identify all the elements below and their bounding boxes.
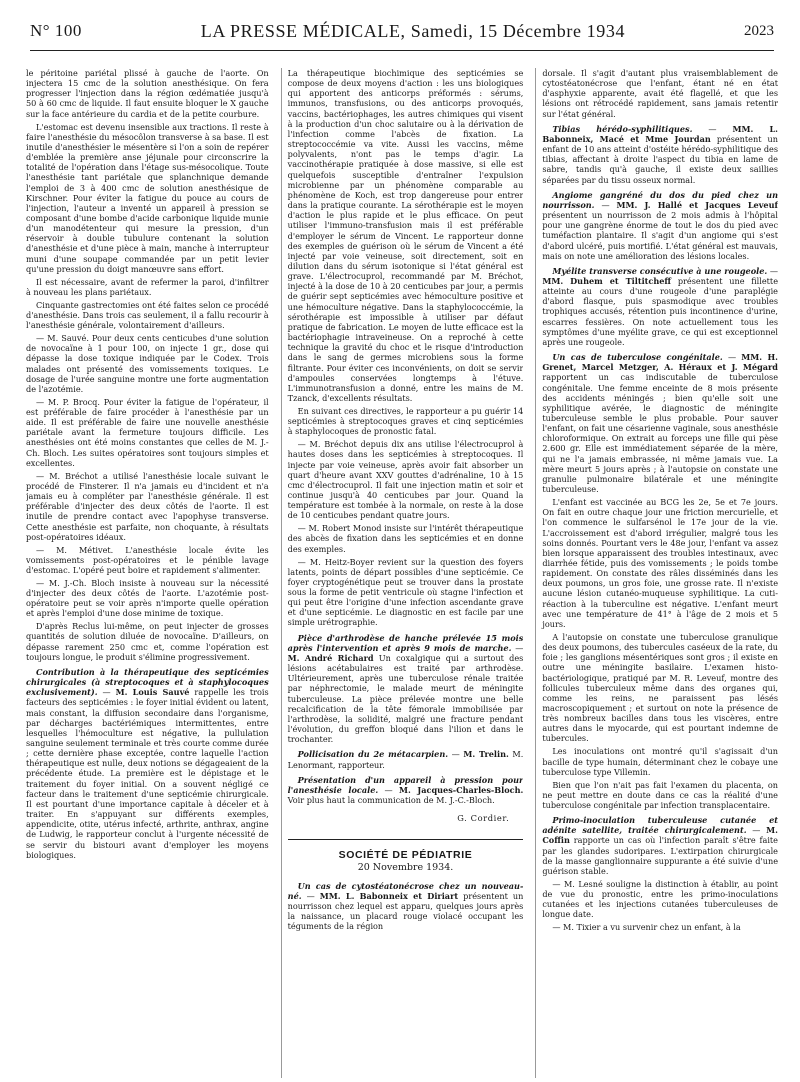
paragraph-author: M. Louis Sauvé	[115, 687, 190, 698]
paragraph-text: Voir plus haut la communication de M. J.-C.-Bloch.	[287, 794, 495, 805]
paragraph	[26, 471, 269, 542]
column-2	[281, 68, 524, 1078]
report-paragraph: Myélite transverse consécutive à une rougeole. — MM. Duhem et Tiltitcheff présentent une fillette atteinte au cours d'une rougeole d'une paraplégie d'abord flasque, puis spasmodique avec troubles trophiques accusés, rétention puis incontinence d'urine, escarres fessières. On note actuellement tous les symptômes d'une myélite grave, ce qui est exceptionnel après une rougeole.	[542, 265, 778, 347]
paragraph-text: rapportent un cas indiscutable de tuberculose congénitale. Une femme enceinte de 8 mois présente des accidents méningés ; bien qu'elle soit une syphilitique avérée, le diagnostic de méningite tuberculeuse semble le plus probable. Pour sauver l'enfant, on fait une césarienne vaginale, sous anesthésie chloroformique. On extrait au forceps une fille qui pèse 2.600 gr. Elle est immédiatement séparée de la mère, qui ne l'a jamais embrassée, ni même jamais vue. La mère meurt 5 jours après ; à l'autopsie on constate une granulie pulmonaire bilatérale et une méningite tuberculeuse.	[542, 372, 778, 495]
entry-author: MM. L. Babonneix et Diriart	[319, 890, 459, 901]
paragraph-author: M. Trelin.	[463, 749, 509, 760]
paragraph	[542, 68, 778, 119]
paragraph	[288, 557, 524, 628]
entry-text: présentent un nourrisson chez lequel est apparu, quelques jours après la naissance, un placard rouge violacé occupant les téguments de la région	[287, 890, 524, 932]
article-columns	[26, 68, 778, 1078]
paragraph	[288, 523, 524, 553]
paragraph-text: le péritoine pariétal plissé à gauche de l'aorte. On injectera 15 cmc de la solution anesthésique. On fera progresser l'injection dans la région œdématiée jusqu'à 50 à 60 cmc de liquide. Il faut ensuite bloquer le X gauche sur la face antérieure du cardia et de la petite courbure.	[26, 68, 269, 119]
paragraph-text: — M. Lesné souligne la distinction à établir, au point de vue du pronostic, entre les primo-inoculations cutanées et les injections cutanées tuberculeuses de longue date.	[542, 878, 778, 920]
paragraph	[26, 333, 269, 394]
paragraph-text: Il est nécessaire, avant de refermer la paroi, d'infiltrer à nouveau les plans pariétaux.	[26, 276, 269, 297]
paragraph-text: présentent un enfant de 10 ans atteint d'ostéite hérédo-syphilitique des tibias, affectant à droite l'aspect du tibia en lame de sabre, tandis qu'à gauche, il existe deux saillies séparées par du tissu osseux normal.	[542, 133, 778, 185]
report-paragraph: Contribution à la thérapeutique des septicémies chirurgicales (à streptocoques et à staphylocoques exclusivement). — M. Louis Sauvé rappelle les trois facteurs des septicémies : le foyer initial évident ou latent, mais constant, la diffusion secondaire dans l'organisme, par décharges bactériémiques intermittentes, entre lesquelles l'hémoculture est négative, la pullulation sanguine seulement terminale et très courte comme durée ; cette dernière phase exceptée, contre laquelle l'action thérapeutique est nulle, deux notions se dégageaient de la précédente étude. La première est le dépistage et le traitement du foyer initial. On a souvent négligé ce facteur dans le traitement d'une septicémie chirurgicale. Il est pourtant d'une importance capitale à déceler et à traiter. En s'appuyant sur différents exemples, appendicite, otite, utérus infecté, arthrite, anthrax, angine de Ludwig, le rapporteur conclut à l'urgente nécessité de se servir du bistouri avant d'employer les moyens biologiques.	[26, 666, 269, 860]
paragraph-text: présentent un nourrisson de 2 mois admis à l'hôpital pour une gangrène énorme de tout le dos du pied avec tuméfaction plantaire. Il s'agit d'un angiome qui s'est d'abord ulcéré, puis mortifié. L'état général est mauvais, mais on note une amélioration des lésions locales.	[542, 210, 778, 261]
paragraph-heading: Présentation d'un appareil à pression pour l'anesthésie locale.	[287, 774, 524, 795]
paragraph-text: La thérapeutique biochimique des septicémies se compose de deux moyens d'action : les uns biologiques qui apportent des anticorps préformés : sérums, immunos, transfusions, ou des anticorps provoqués, vaccins, bactériophages, les autres chimiques qui visent à la production d'un choc salutaire ou à la dérivation de l'infection comme l'abcès de fixation. La streptococcémie va vite. Aussi les vaccins, même polyvalents, n'ont pas le temps d'agir. La vaccinothérapie pratiquée à dose massive, si elle est quelquefois susceptible d'entraîner l'expulsion microbienne par un phénomène comparable au phénomène de Koch, est trop dangereuse pour entrer dans la pratique courante. La sérothérapie est le moyen d'action le plus rapide et le plus efficace. On peut utiliser l'immuno-transfusion mais il est préférable d'employer le sérum de Vincent. Le rapporteur donne des exemples de guérison où le sérum de Vincent a été injecté par voie veineuse, soit directement, soit en dilution dans du sérum isotonique si l'état général est grave. L'électrocuprol, recommandé par M. Bréchot, injecté à la dose de 10 à 20 centicubes par jour, a permis de guérir sept septicémies avec hémoculture positive et une hémoculture négative. Dans la staphylococcémie, la sérothérapie est impossible à utiliser par défaut pratique de fabrication. Le moyen de lutte efficace est la bactériophagie intraveineuse. On a reproché à cette technique la gravité du choc et le risque d'introduction dans le sang de germes microbiens sous la forme filtrante. Pour éviter ces inconvénients, on doit se servir d'ampoules conservées longtemps à l'étuve. L'immunotransfusion a donné, entre les mains de M. Tzanck, d'excellents résultats.	[287, 68, 524, 403]
report-paragraph: Primo-inoculation tuberculeuse cutanée et adénite satellite, traitée chirurgicalement. — M. Coffin rapporte un cas où l'infection paraît s'être faite par les glandes sudoripares. L'extirpation chirurgicale de la masse ganglionnaire suppurante a été suivie d'une guérison stable.	[542, 815, 778, 876]
entry-heading: Un cas de cytostéatonécrose chez un nouveau-né.	[287, 880, 524, 901]
paragraph-text: En suivant ces directives, le rapporteur a pu guérir 14 septicémies à streptocoques graves et cinq septicémies à staphylocoques de pronostic fatal.	[287, 405, 524, 437]
section-title: SOCIÉTÉ DE PÉDIATRIE	[288, 839, 524, 860]
paragraph	[26, 578, 269, 619]
paragraph-text: Les inoculations ont montré qu'il s'agissait d'un bacille de type humain, déterminant chez le cobaye une tuberculose type Villemin.	[542, 746, 778, 777]
paragraph-heading: Primo-inoculation tuberculeuse cutanée et adénite satellite, traitée chirurgicalement.	[542, 815, 778, 836]
paragraph	[26, 621, 269, 662]
paragraph-text: présentent une fillette atteinte au cours d'une rougeole d'une paraplégie d'abord flasque, puis spasmodique avec troubles trophiques accusés, rétention puis incontinence d'urine, escarres fessières. On note actuellement tous les symptômes d'une myélite grave, ce qui est exceptionnel après une rougeole.	[542, 275, 778, 347]
paragraph	[26, 122, 269, 274]
report-signature: G. Cordier.	[457, 813, 510, 824]
paragraph-text: Bien que l'on n'ait pas fait l'examen du placenta, on ne peut mettre en doute dans ce cas la réalité d'une tuberculose congénitale par infection transplacentaire.	[542, 779, 778, 810]
paragraph	[542, 879, 778, 920]
paragraph	[288, 68, 524, 403]
report-paragraph: Pollicisation du 2e métacarpien. — M. Trelin. M. Lenormant, rapporteur.	[287, 749, 524, 770]
paragraph-text: rappelle les trois facteurs des septicémies : le foyer initial évident ou latent, mais constant, la diffusion secondaire dans l'organisme, par décharges bactériémiques intermittentes, entre lesquelles l'hémoculture est négative, la pullulation sanguine seulement terminale et très courte comme durée ; cette dernière phase exceptée, contre laquelle l'action thérapeutique est nulle, deux notions se dégageaient de la précédente étude. La première est le dépistage et le traitement du foyer initial. On a souvent négligé ce facteur dans le traitement d'une septicémie chirurgicale. Il est pourtant d'une importance capitale à déceler et à traiter. En s'appuyant sur différents exemples, appendicite, otite, utérus infecté, arthrite, anthrax, angine de Ludwig, le rapporteur conclut à l'urgente nécessité de se servir du bistouri avant d'employer les moyens biologiques.	[26, 687, 269, 860]
section-first-entry: Un cas de cytostéatonécrose chez un nouveau-né. — MM. L. Babonneix et Diriart présentent un nourrisson chez lequel est apparu, quelques jours après la naissance, un placard rouge violacé occupant les téguments de la région	[287, 880, 524, 932]
paragraph	[26, 68, 269, 119]
paragraph-heading: Un cas de tuberculose congénitale.	[552, 352, 723, 363]
paragraph	[288, 406, 524, 436]
report-paragraph: Pièce d'arthrodèse de hanche prélevée 15 mois après l'intervention et après 9 mois de marche. — M. André Richard Un coxalgique qui a surtout des lésions acétabulaires est traité par arthrodèse. Ultérieurement, après une tuberculose rénale traitée par néphrectomie, le malade meurt de méningite tuberculeuse. La pièce prélevée montre une belle recalcification de la tête fémorale immobilisée par l'arthrodèse, la solidité, malgré une fracture pendant l'évolution, du greffon bloqué dans l'ilion et dans le trochanter.	[287, 632, 524, 745]
journal-title: LA PRESSE MÉDICALE, Samedi, 15 Décembre 1934	[200, 20, 626, 41]
report-paragraph: Présentation d'un appareil à pression pour l'anesthésie locale. — M. Jacques-Charles-Bloch. Voir plus haut la communication de M. J.-C.-Bloch.	[287, 774, 524, 805]
paragraph	[542, 632, 778, 744]
page-number: 2023	[743, 22, 774, 39]
column-3	[535, 68, 778, 1078]
paragraph-author: M. André Richard	[287, 652, 374, 663]
paragraph-text: Un coxalgique qui a surtout des lésions acétabulaires est traité par arthrodèse. Ultérieurement, après une tuberculose rénale traitée par néphrectomie, le malade meurt de méningite tuberculeuse. La pièce prélevée montre une belle recalcification de la tête fémorale immobilisée par l'arthrodèse, la solidité, malgré une fracture pendant l'évolution, du greffon bloqué dans l'ilion et dans le trochanter.	[287, 652, 524, 745]
paragraph-heading: Contribution à la thérapeutique des septicémies chirurgicales (à streptocoques et à staphylocoques exclusivement).	[26, 666, 269, 698]
paragraph	[542, 780, 778, 810]
paragraph-text: A l'autopsie on constate une tuberculose granulique des deux poumons, des tubercules caséeux de la rate, du foie ; les ganglions mésentériques sont gros ; il existe en outre une méningite basilaire. L'examen histo-bactériologique, pratiqué par M. R. Leveuf, montre des follicules tuberculeux même dans des organes qui, comme les reins, ne paraissent pas lésés macroscopiquement ; et surtout on note la présence de très nombreux bacilles dans tous les viscères, entre autres dans le myocarde, qui est pourtant indemne de tubercules.	[542, 631, 778, 744]
paragraph	[26, 545, 269, 575]
paragraph-text: dorsale. Il s'agit d'autant plus vraisemblablement de cytostéatonécrose que l'enfant, étant né en état d'asphyxie apparente, avait été flagellé, et que les lésions ont rétrocédé rapidement, sans jamais retentir sur l'état général.	[542, 68, 778, 119]
paragraph-author: M. Jacques-Charles-Bloch.	[398, 784, 524, 795]
paragraph	[542, 922, 778, 932]
paragraph-text: D'après Reclus lui-même, on peut injecter de grosses quantités de solution diluée de novocaïne. D'ailleurs, on dépasse rarement 250 cmc et, comme l'opération est toujours longue, le produit s'élimine progressivement.	[26, 621, 269, 662]
paragraph-text: — M. Bréchot a utilisé l'anesthésie locale suivant le procédé de Finsterer. Il n'a jamais eu d'incident et n'a jamais eu à compléter par l'anesthésie générale. Il est préférable d'injecter des deux côtés de l'aorte. Il est inutile de prendre contact avec l'apophyse transverse. Cette anesthésie est parfaite, non choquante, à résultats post-opératoires idéaux.	[26, 470, 269, 542]
paragraph-text: rapporte un cas où l'infection paraît s'être faite par les glandes sudoripares. L'extirpation chirurgicale de la masse ganglionnaire suppurante a été suivie d'une guérison stable.	[542, 835, 778, 876]
paragraph	[26, 397, 269, 468]
paragraph	[542, 746, 778, 776]
paragraph-author: MM. J. Hallé et Jacques Leveuf	[616, 199, 778, 210]
report-paragraph: Angiome gangréné du dos du pied chez un nourrisson. — MM. J. Hallé et Jacques Leveuf présentent un nourrisson de 2 mois admis à l'hôpital pour une gangrène énorme de tout le dos du pied avec tuméfaction plantaire. Il s'agit d'un angiome qui s'est d'abord ulcéré, puis mortifié. L'état général est mauvais, mais on note une amélioration des lésions locales.	[542, 189, 778, 261]
paragraph-author: MM. H. Grenet, Marcel Metzger, A. Héraux et J. Mégard	[542, 352, 778, 373]
paragraph	[26, 300, 269, 330]
paragraph-author: MM. Duhem et Tiltitcheff	[542, 275, 672, 286]
paragraph-text: — M. J.-Ch. Bloch insiste à nouveau sur la nécessité d'injecter des deux côtés de l'aorte. L'azotémie post-opératoire peut se voir après n'importe quelle opération et après l'emploi d'une dose minime de toxique.	[26, 577, 269, 619]
paragraph-heading: Angiome gangréné du dos du pied chez un nourrisson.	[542, 189, 778, 210]
column-2-body	[288, 68, 524, 805]
paragraph-heading: Myélite transverse consécutive à une rougeole.	[552, 265, 768, 276]
page-header	[30, 12, 774, 51]
paragraph-text: M. Lenormant, rapporteur.	[287, 749, 524, 770]
paragraph-text: — M. P. Brocq. Pour éviter la fatigue de l'opérateur, il est préférable de faire procéder à l'anesthésie par un aide. Il est préférable de faire une nouvelle anesthésie pariétale avant la fermeture toujours difficile. Les anesthésies ont été moins constantes que celles de M. J.-Ch. Bloch. Les suites opératoires sont toujours simples et excellentes.	[26, 396, 269, 468]
paragraph-text: — M. Métivet. L'anesthésie locale évite les vomissements post-opératoires et le pénible lavage d'estomac. L'opéré peut boire et rapidement s'alimenter.	[26, 544, 269, 575]
paragraph-heading: Pollicisation du 2e métacarpien.	[297, 749, 449, 760]
section-date: 20 Novembre 1934.	[357, 862, 454, 874]
paragraph-author: M. Coffin	[542, 825, 778, 846]
paragraph-text: Cinquante gastrectomies ont été faites selon ce procédé d'anesthésie. Dans trois cas seulement, il a fallu recourir à l'anesthésie générale, volontairement d'ailleurs.	[26, 299, 269, 331]
column-1	[26, 68, 269, 1078]
paragraph-text: — M. Robert Monod insiste sur l'intérêt thérapeutique des abcès de fixation dans les septicémies et en donne des exemples.	[287, 523, 524, 554]
paragraph	[288, 439, 524, 520]
issue-number: N° 100	[30, 21, 82, 40]
report-paragraph: Tibias hérédo-syphilitiques. — MM. L. Babonneix, Macé et Mme Jourdan présentent un enfant de 10 ans atteint d'ostéite hérédo-syphilitique des tibias, affectant à droite l'aspect du tibia en lame de sabre, tandis qu'à gauche, il existe deux saillies séparées par du tissu osseux normal.	[542, 123, 778, 185]
paragraph-text: — M. Sauvé. Pour deux cents centicubes d'une solution de novocaïne à 1 pour 100, on injecte 1 gr., dose qui dépasse la dose toxique indiquée par le Codex. Trois malades ont présenté des vomissements toxiques. Le dosage de l'urée sanguine montre une forte augmentation de l'azotémie.	[26, 333, 269, 394]
report-paragraph: Un cas de tuberculose congénitale. — MM. H. Grenet, Marcel Metzger, A. Héraux et J. Mégard rapportent un cas indiscutable de tuberculose congénitale. Une femme enceinte de 8 mois présente des accidents méningés ; bien qu'elle soit une syphilitique avérée, le diagnostic de méningite tuberculeuse semble le plus probable. Pour sauver l'enfant, on fait une césarienne vaginale, sous anesthésie chloroformique. On extrait au forceps une fille qui pèse 2.600 gr. Elle est immédiatement séparée de la mère, qui ne l'a jamais embrassée, ni même jamais vue. La mère meurt 5 jours après ; à l'autopsie on constate une granulie pulmonaire bilatérale et une méningite tuberculeuse.	[542, 352, 778, 495]
paragraph-heading: Tibias hérédo-syphilitiques.	[552, 123, 693, 134]
paragraph-text: L'estomac est devenu insensible aux tractions. Il reste à faire l'anesthésie du mésocôlon transverse à sa base. Il est inutile d'anesthésier le mésentère si l'on a soin de repérer d'emblée la première anse jéjunale pour circonscrire la totalité de l'opération dans l'étage sus-mésocolique. Toute l'anesthésie tant pariétale que splanchnique demande l'emploi de 3 à 400 cmc de solution anesthésique de Kirschner. Pour éviter la fatigue du pouce au cours de l'injection, l'auteur a inventé un appareil à pression se composant d'une bombe d'acide carbonique liquide munie d'un manodétenteur qui mesure la pression, d'un réservoir à double tubulure contenant la solution d'anesthésie et d'une pièce à main, manche à interrupteur muni d'une soupape commandée par un petit levier qu'une pression du doigt manœuvre sans effort.	[26, 121, 269, 274]
paragraph-heading: Pièce d'arthrodèse de hanche prélevée 15 mois après l'intervention et après 9 mois de marche.	[287, 632, 524, 653]
paragraph-text: — M. Bréchot depuis dix ans utilise l'électrocuprol à hautes doses dans les septicémies à streptocoques. Il injecte par voie veineuse, après avoir fait absorber un quart d'heure avant XXV gouttes d'adrénaline, 10 à 15 cmc d'électrocuprol. Il fait une injection matin et soir et continue jusqu'à 40 centicubes par jour. Quand la température est tombée à la normale, on reste à la dose de 10 centicubes pendant quatre jours.	[287, 439, 524, 521]
paragraph-text: — M. Heitz-Boyer revient sur la question des foyers latents, points de départ possibles d'une septicémie. Ce foyer cryptogénétique peut se trouver dans la prostate sous la forme de petit ventricule où stagne l'infection et qui peut être l'origine d'une infection ascendante grave et d'une septicémie. Le diagnostic en est facile par une simple urétrographie.	[287, 556, 524, 628]
paragraph-text: — M. Tixier a vu survenir chez un enfant, à la	[552, 922, 741, 933]
paragraph	[26, 277, 269, 297]
paragraph-author: MM. L. Babonneix, Macé et Mme Jourdan	[542, 123, 778, 144]
paragraph	[542, 497, 778, 629]
paragraph-text: L'enfant est vaccinée au BCG les 2e, 5e et 7e jours. On fait en outre chaque jour une friction mercurielle, et l'on commence le sulfarsénol le 17e jour de la vie. L'accroissement est d'abord irrégulier, malgré tous les soins donnés. Pourtant vers le 48e jour, l'enfant va assez bien lorsque apparaissent des troubles intestinaux, avec diarrhée fétide, puis des vomissements ; le poids tombe rapidement. On constate des râles disséminés dans les deux poumons, un gros foie, une grosse rate. Il n'existe aucune lésion cutanéo-muqueuse syphilitique. La cuti-réaction à la tuberculine est négative. L'enfant meurt avec une température de 41° à l'âge de 2 mois et 5 jours.	[542, 497, 778, 629]
